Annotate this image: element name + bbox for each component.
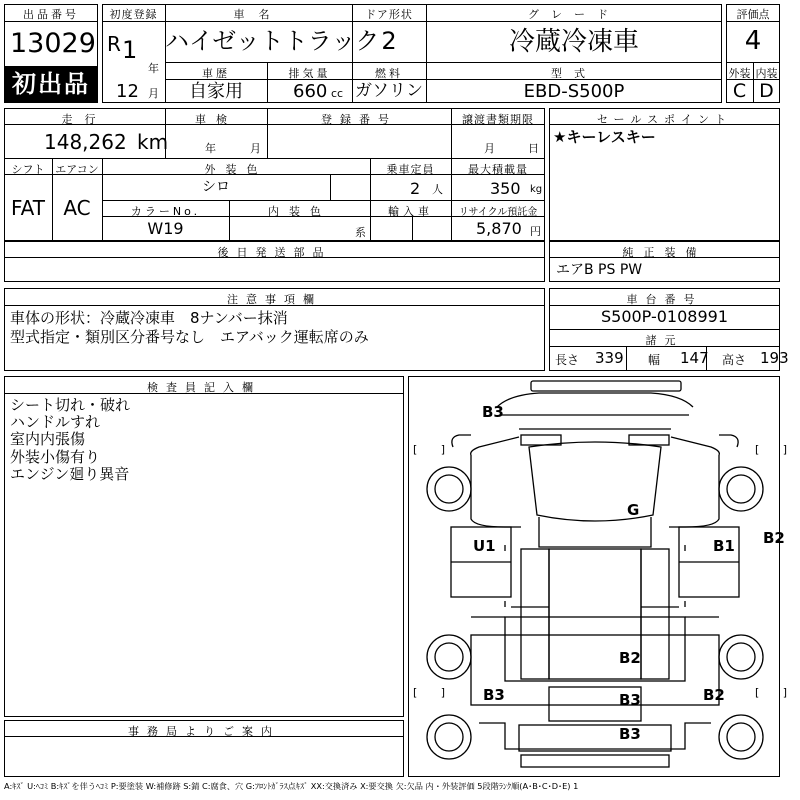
- mileage-header: 走行: [61, 113, 108, 126]
- office-header: 事務局よりご案内: [128, 725, 280, 738]
- mileage: 148,262: [44, 130, 127, 154]
- exterior-grade: C: [732, 80, 747, 102]
- doors: 2: [381, 27, 397, 55]
- damage-diagram: [408, 376, 798, 777]
- ext-color-header: 外装色: [204, 163, 268, 176]
- inspector-header: 検査員記入欄: [147, 381, 261, 394]
- car-name: ハイゼットトラック: [165, 27, 380, 55]
- history-header: 車歴: [202, 67, 230, 80]
- mark-right-side: B2: [763, 529, 785, 547]
- height: 193: [760, 349, 789, 367]
- lot-number: 13029: [10, 28, 96, 59]
- int-color-header: 内装色: [268, 205, 331, 218]
- mark-bottom: B3: [619, 725, 641, 743]
- equipment: エアB PS PW: [556, 262, 643, 278]
- inspector-note: エンジン廻り異音: [10, 465, 130, 483]
- shift-header: シフト: [11, 163, 45, 176]
- fuel: ガソリン: [355, 81, 423, 101]
- capacity-unit: 人: [432, 183, 443, 196]
- year-unit: 年: [148, 62, 159, 75]
- specs-header: 諸元: [645, 334, 684, 347]
- history: 自家用: [189, 81, 243, 102]
- truck-outline: [409, 377, 781, 778]
- reg-month: 12: [116, 81, 139, 102]
- km-unit: km: [137, 130, 169, 154]
- diagram-bracket: [ ]: [413, 686, 456, 699]
- chassis-header: 車台番号: [626, 293, 703, 306]
- interior-grade-header: 内装: [755, 67, 778, 80]
- recycle: 5,870: [476, 219, 522, 238]
- door-header: ドア形状: [365, 8, 413, 21]
- diagram-bracket: [ ]: [755, 686, 798, 699]
- model-code: EBD-S500P: [523, 81, 625, 102]
- color-no: W19: [147, 219, 184, 238]
- chassis-number: S500P-0108991: [600, 307, 729, 326]
- int-color-unit: 系: [355, 226, 366, 239]
- displacement: 660: [293, 81, 328, 102]
- diagram-bracket: [ ]: [413, 443, 456, 456]
- inspection-header: 車検: [195, 113, 237, 126]
- grade: 冷蔵冷凍車: [508, 27, 639, 57]
- first-listing-badge: 初出品: [5, 66, 97, 102]
- inspector-note: ハンドルすれ: [10, 413, 101, 431]
- inspector-note: 室内内張傷: [10, 430, 86, 448]
- interior-grade: D: [759, 80, 774, 102]
- mark-rear-bed: B2: [619, 649, 641, 667]
- first-reg-header: 初度登録: [109, 8, 158, 21]
- model-code-header: 型式: [551, 67, 597, 80]
- length: 339: [595, 349, 624, 367]
- fuel-header: 燃料: [375, 67, 403, 80]
- length-label: 長さ: [555, 353, 580, 367]
- sales-point-header: セールスポイント: [596, 113, 732, 126]
- transfer-docs-header: 譲渡書類期限: [462, 113, 534, 126]
- caution-line: 車体の形状：冷蔵冷凍車 8ナンバー抹消: [10, 309, 288, 327]
- mark-roof-glass: G: [627, 501, 640, 519]
- ext-color: シロ: [202, 179, 230, 195]
- mark-rear-center: B3: [619, 691, 641, 709]
- kg-unit: kg: [530, 184, 543, 195]
- reg-year: 1: [122, 36, 138, 64]
- docs-day-unit: 日: [528, 142, 539, 155]
- aircon: AC: [63, 196, 91, 220]
- caution-header: 注意事項欄: [227, 293, 322, 306]
- score: 4: [744, 26, 762, 56]
- month-unit: 月: [148, 87, 159, 100]
- recycle-header: リサイクル預託金: [458, 207, 538, 218]
- grade-header: グレード: [528, 8, 620, 21]
- capacity: 2: [410, 179, 421, 198]
- inspection-year-unit: 年: [205, 142, 216, 155]
- exterior-grade-header: 外装: [728, 67, 751, 80]
- reg-no-header: 登録番号: [321, 113, 397, 126]
- mark-left-front: U1: [473, 537, 496, 555]
- docs-month-unit: 月: [484, 142, 495, 155]
- later-parts-header: 後日発送部品: [217, 246, 332, 259]
- import-header: 輸入車: [388, 205, 433, 218]
- yen-unit: 円: [530, 225, 541, 238]
- car-name-header: 車名: [233, 8, 284, 21]
- max-load-header: 最大積載量: [468, 163, 528, 176]
- mark-rear-left: B3: [483, 686, 505, 704]
- mark-rear-right: B2: [703, 686, 725, 704]
- cc-unit: cc: [331, 87, 344, 100]
- legend: A:ｷｽﾞ U:ﾍｺﾐ B:ｷｽﾞを伴うﾍｺﾐ P:要塗装 W:補修跡 S:錆 C:腐食、穴 G:ﾌﾛﾝﾄｶﾞﾗｽ点ｷｽﾞ XX:交換済み X:要交換 欠:欠品 内・外装評価 5段階ﾗﾝｸ順(A･B･C･D･E) 1: [4, 781, 579, 791]
- width-label: 幅: [648, 353, 661, 367]
- aircon-header: エアコン: [55, 163, 99, 176]
- capacity-header: 乗車定員: [386, 163, 435, 176]
- height-label: 高さ: [722, 353, 747, 367]
- inspector-note: 外装小傷有り: [10, 448, 101, 466]
- score-header: 評価点: [736, 8, 770, 21]
- shift: FAT: [10, 196, 45, 220]
- caution-line: 型式指定・類別区分番号なし エアバック運転席のみ: [10, 328, 369, 346]
- color-no-header: カラーNo.: [130, 205, 201, 218]
- diagram-bracket: [ ]: [755, 443, 798, 456]
- displacement-header: 排気量: [288, 67, 331, 80]
- sales-point: ★キーレスキー: [553, 128, 656, 146]
- mark-right-front: B1: [713, 537, 735, 555]
- inspector-note: シート切れ・破れ: [10, 396, 131, 414]
- equipment-header: 純正装備: [622, 246, 707, 259]
- mark-top-left: B3: [482, 403, 504, 421]
- width: 147: [680, 349, 709, 367]
- inspection-month-unit: 月: [250, 142, 261, 155]
- era: R: [107, 32, 121, 56]
- lot-number-header: 出品番号: [23, 8, 79, 21]
- max-load: 350: [490, 179, 521, 198]
